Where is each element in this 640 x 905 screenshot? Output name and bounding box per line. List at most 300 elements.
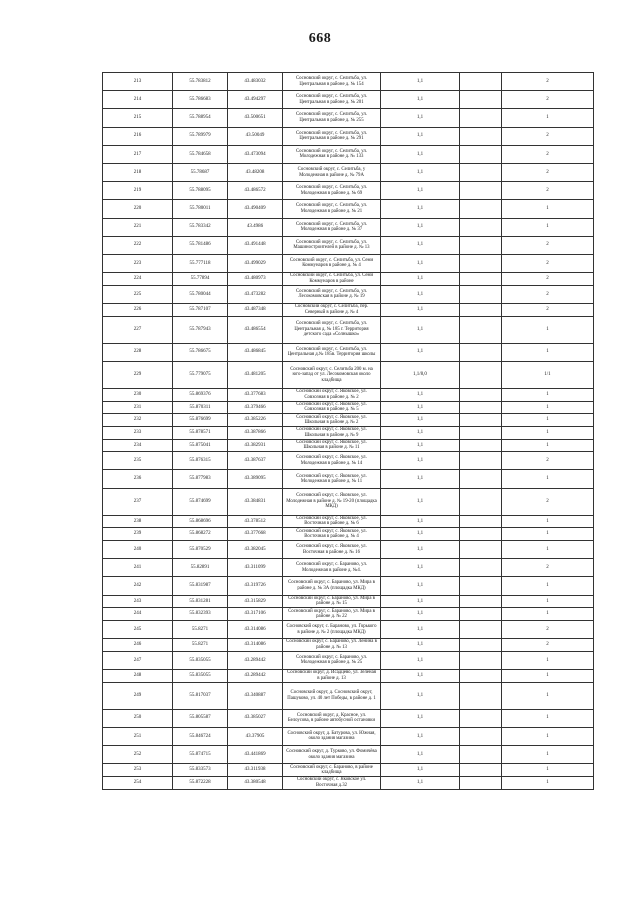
empty-cell	[460, 620, 502, 638]
count-cell: 1	[502, 541, 594, 559]
row-number-cell: 225	[103, 285, 173, 303]
value-cell: 1,1	[381, 651, 460, 669]
row-number-cell: 250	[103, 709, 173, 727]
value-cell: 1,1	[381, 145, 460, 163]
table-row	[103, 109, 594, 127]
count-cell: 1	[502, 388, 594, 401]
count-cell: 2	[502, 559, 594, 577]
empty-cell	[460, 200, 502, 218]
count-cell: 1	[502, 709, 594, 727]
value-cell: 1,1	[381, 515, 460, 528]
table-row	[103, 620, 594, 638]
latitude-cell: 55.876699	[173, 414, 228, 427]
latitude-cell: 55.8271	[173, 639, 228, 652]
address-cell: Сосновский округ, с. Селитьба, ул. Семи Коммунаров в районе	[283, 273, 381, 286]
value-cell: 1,1	[381, 163, 460, 181]
latitude-cell: 55.868272	[173, 528, 228, 541]
address-cell: Сосновский округ, с. Яковское, ул. Молодежная в районе д. № 11	[283, 470, 381, 488]
latitude-cell: 55.817037	[173, 682, 228, 709]
row-number-cell: 253	[103, 764, 173, 777]
row-number-cell: 242	[103, 577, 173, 595]
latitude-cell: 55.835055	[173, 670, 228, 683]
longitude-cell: 43.480973	[228, 273, 283, 286]
count-cell: 2	[502, 182, 594, 200]
latitude-cell: 55.788095	[173, 182, 228, 200]
latitude-cell: 55.874699	[173, 488, 228, 515]
longitude-cell: 43.499029	[228, 254, 283, 272]
count-cell: 1	[502, 401, 594, 414]
longitude-cell: 43.389095	[228, 470, 283, 488]
longitude-cell: 43.377668	[228, 528, 283, 541]
count-cell: 1	[502, 515, 594, 528]
latitude-cell: 55.783342	[173, 218, 228, 236]
latitude-cell: 55.789979	[173, 127, 228, 145]
table-row	[103, 316, 594, 343]
value-cell: 1,1	[381, 620, 460, 638]
address-cell: Сосновский округ, с. Яковское, ул. Школьная в районе д. № 9	[283, 426, 381, 439]
latitude-cell: 55.877983	[173, 470, 228, 488]
row-number-cell: 221	[103, 218, 173, 236]
longitude-cell: 43.387866	[228, 426, 283, 439]
address-cell: Сосновский округ, с. Селитьба, ул. Молодежная в районе д. № 21	[283, 200, 381, 218]
empty-cell	[460, 401, 502, 414]
value-cell: 1,1	[381, 776, 460, 789]
address-cell: Сосновский округ, с. Селитьба, ул. Молодежная в районе д. № 37	[283, 218, 381, 236]
count-cell: 2	[502, 285, 594, 303]
value-cell: 1,1	[381, 236, 460, 254]
empty-cell	[460, 515, 502, 528]
longitude-cell: 43.379466	[228, 401, 283, 414]
value-cell: 1,1	[381, 452, 460, 470]
table-row	[103, 414, 594, 427]
value-cell: 1,1	[381, 273, 460, 286]
value-cell: 1,1	[381, 682, 460, 709]
row-number-cell: 223	[103, 254, 173, 272]
value-cell: 1,1	[381, 73, 460, 91]
table-row	[103, 515, 594, 528]
table-row	[103, 776, 594, 789]
longitude-cell: 43.483032	[228, 73, 283, 91]
row-number-cell: 220	[103, 200, 173, 218]
latitude-cell: 55.777118	[173, 254, 228, 272]
address-cell: Сосновский округ, д. Батурова, ул. Южная, около здания магазина	[283, 727, 381, 745]
table-row	[103, 426, 594, 439]
latitude-cell: 55.780011	[173, 200, 228, 218]
count-cell: 1	[502, 343, 594, 361]
count-cell: 2	[502, 163, 594, 181]
empty-cell	[460, 426, 502, 439]
address-cell: Сосновский округ, с. Яковское, ул. Восточная в районе д. № 4	[283, 528, 381, 541]
address-cell: Сосновский округ, с. Селитьба, пер. Северный в районе д. № 4	[283, 303, 381, 316]
value-cell: 1,1	[381, 109, 460, 127]
count-cell: 2	[502, 273, 594, 286]
address-cell: Сосновский округ, с. Бараново, ул. Молодежная в районе д. №4.	[283, 559, 381, 577]
count-cell: 1/1	[502, 361, 594, 388]
address-cell: Сосновский округ, с. Селитьба, ул. Машиностроителей в районе д. № 13	[283, 236, 381, 254]
page-number: 668	[308, 31, 332, 46]
table-row	[103, 388, 594, 401]
table-row	[103, 452, 594, 470]
count-cell: 1	[502, 439, 594, 452]
longitude-cell: 43.382045	[228, 541, 283, 559]
latitude-cell: 55.870529	[173, 541, 228, 559]
address-cell: Сосновский округ, с. Бараново, ул. Мира в районе д. № 3А (площадка МКД)	[283, 577, 381, 595]
longitude-cell: 43.387637	[228, 452, 283, 470]
address-cell: Сосновский округ, с. Яковское, ул. Молодежная в районе д. № 19-20 (площадка МКД)	[283, 488, 381, 515]
count-cell: 1	[502, 316, 594, 343]
row-number-cell: 214	[103, 91, 173, 109]
value-cell: 1,1	[381, 316, 460, 343]
value-cell: 1,1	[381, 764, 460, 777]
table-row	[103, 200, 594, 218]
row-number-cell: 254	[103, 776, 173, 789]
address-cell: Сосновский округ, с. Бараново, ул. Ленина в районе д. № 13	[283, 639, 381, 652]
longitude-cell: 43.48208	[228, 163, 283, 181]
table-row	[103, 361, 594, 388]
row-number-cell: 246	[103, 639, 173, 652]
latitude-cell: 55.869376	[173, 388, 228, 401]
address-cell: Сосновский округ, д. Красное, ул. Белоусова, в районе автобусной остановки	[283, 709, 381, 727]
value-cell: 1,1	[381, 285, 460, 303]
value-cell: 1,1	[381, 541, 460, 559]
address-cell: Сосновский округ, с. Селитьба, у Молодежная в районе д. № 79А	[283, 163, 381, 181]
row-number-cell: 227	[103, 316, 173, 343]
latitude-cell: 55.781486	[173, 236, 228, 254]
address-cell: Сосновский округ, с. Селитьба, ул. Центральная д. № 185 г. Территория детского сада «Солнышко»	[283, 316, 381, 343]
latitude-cell: 55.878571	[173, 426, 228, 439]
latitude-cell: 55.784658	[173, 145, 228, 163]
latitude-cell: 55.832393	[173, 608, 228, 621]
table-row	[103, 764, 594, 777]
empty-cell	[460, 343, 502, 361]
address-cell: Сосновский округ, с. Селитьба 200 м. на юго-запад от ул. Лесокомовская около кладбища	[283, 361, 381, 388]
row-number-cell: 218	[103, 163, 173, 181]
address-cell: Сосновский округ, с. Бараново, в районе кладбища	[283, 764, 381, 777]
empty-cell	[460, 764, 502, 777]
empty-cell	[460, 651, 502, 669]
latitude-cell: 55.846724	[173, 727, 228, 745]
latitude-cell: 55.831281	[173, 595, 228, 608]
row-number-cell: 251	[103, 727, 173, 745]
empty-cell	[460, 727, 502, 745]
count-cell: 1	[502, 109, 594, 127]
row-number-cell: 226	[103, 303, 173, 316]
empty-cell	[460, 452, 502, 470]
longitude-cell: 43.490409	[228, 200, 283, 218]
latitude-cell: 55.872228	[173, 776, 228, 789]
empty-cell	[460, 682, 502, 709]
table-row	[103, 559, 594, 577]
count-cell: 1	[502, 746, 594, 764]
value-cell: 1,1	[381, 388, 460, 401]
row-number-cell: 229	[103, 361, 173, 388]
value-cell: 1,1	[381, 401, 460, 414]
table-row	[103, 709, 594, 727]
row-number-cell: 232	[103, 414, 173, 427]
address-cell: Сосновский округ, с. Селитьба, ул. Центральная в районе д. № 291	[283, 127, 381, 145]
latitude-cell: 55.78687	[173, 163, 228, 181]
table-row	[103, 746, 594, 764]
latitude-cell: 55.786683	[173, 91, 228, 109]
row-number-cell: 234	[103, 439, 173, 452]
latitude-cell: 55.786675	[173, 343, 228, 361]
row-number-cell: 237	[103, 488, 173, 515]
longitude-cell: 43.385226	[228, 414, 283, 427]
value-cell: 1,1	[381, 414, 460, 427]
address-cell: Сосновский округ, с. Яковское, ул. Совхозная в районе д. № 2	[283, 388, 381, 401]
address-cell: Сосновский округ, с. Бараново, ул. Мира в районе д. № 15	[283, 595, 381, 608]
count-cell: 1	[502, 670, 594, 683]
value-cell: 1,1	[381, 200, 460, 218]
table-row	[103, 670, 594, 683]
address-cell: Сосновский округ, с. Бараново, ул. Горького в районе д. № 2 (площадка МКД)	[283, 620, 381, 638]
empty-cell	[460, 639, 502, 652]
value-cell: 1,1	[381, 639, 460, 652]
empty-cell	[460, 218, 502, 236]
address-cell: Сосновский округ, с. Селитьба, ул. Центральная д.№ 185в. Территория школы	[283, 343, 381, 361]
empty-cell	[460, 163, 502, 181]
longitude-cell: 43.314086	[228, 639, 283, 652]
count-cell: 1	[502, 776, 594, 789]
count-cell: 2	[502, 127, 594, 145]
value-cell: 1,1	[381, 709, 460, 727]
table-row	[103, 577, 594, 595]
table-row	[103, 401, 594, 414]
value-cell: 1,1	[381, 608, 460, 621]
address-cell: Сосновский округ, с. Яковское ул. Восточная д.32	[283, 776, 381, 789]
latitude-cell: 55.876315	[173, 452, 228, 470]
registry-table-body	[103, 73, 594, 790]
value-cell: 1,1	[381, 127, 460, 145]
count-cell: 1	[502, 470, 594, 488]
address-cell: Сосновский округ, с. Яковское, ул. Школьная в районе д. № 11	[283, 439, 381, 452]
longitude-cell: 43.311938	[228, 764, 283, 777]
longitude-cell: 43.487348	[228, 303, 283, 316]
longitude-cell: 43.473282	[228, 285, 283, 303]
value-cell: 1,1	[381, 439, 460, 452]
empty-cell	[460, 470, 502, 488]
empty-cell	[460, 608, 502, 621]
count-cell: 2	[502, 452, 594, 470]
empty-cell	[460, 316, 502, 343]
count-cell: 1	[502, 218, 594, 236]
count-cell: 2	[502, 91, 594, 109]
latitude-cell: 55.868696	[173, 515, 228, 528]
row-number-cell: 248	[103, 670, 173, 683]
table-row	[103, 91, 594, 109]
value-cell: 1,1	[381, 559, 460, 577]
address-cell: Сосновский округ, д. Исадцево, ул. Зеленая в районе д. 13	[283, 670, 381, 683]
table-row	[103, 163, 594, 181]
row-number-cell: 215	[103, 109, 173, 127]
latitude-cell: 55.805587	[173, 709, 228, 727]
address-cell: Сосновский округ, с. Яковское, ул. Совхозная в районе д. № 5	[283, 401, 381, 414]
empty-cell	[460, 254, 502, 272]
latitude-cell: 55.787943	[173, 316, 228, 343]
table-row	[103, 273, 594, 286]
empty-cell	[460, 577, 502, 595]
value-cell: 1,1	[381, 343, 460, 361]
value-cell: 1,1	[381, 182, 460, 200]
value-cell: 1,1	[381, 595, 460, 608]
longitude-cell: 43.441869	[228, 746, 283, 764]
longitude-cell: 43.317106	[228, 608, 283, 621]
longitude-cell: 43.491448	[228, 236, 283, 254]
longitude-cell: 43.377683	[228, 388, 283, 401]
row-number-cell: 241	[103, 559, 173, 577]
count-cell: 2	[502, 236, 594, 254]
row-number-cell: 236	[103, 470, 173, 488]
row-number-cell: 231	[103, 401, 173, 414]
empty-cell	[460, 388, 502, 401]
count-cell: 1	[502, 727, 594, 745]
longitude-cell: 43.481205	[228, 361, 283, 388]
registry-table	[102, 72, 594, 790]
count-cell: 1	[502, 200, 594, 218]
empty-cell	[460, 127, 502, 145]
count-cell: 2	[502, 254, 594, 272]
empty-cell	[460, 91, 502, 109]
value-cell: 1,1	[381, 488, 460, 515]
count-cell: 1	[502, 764, 594, 777]
empty-cell	[460, 73, 502, 91]
empty-cell	[460, 109, 502, 127]
count-cell: 2	[502, 73, 594, 91]
address-cell: Сосновский округ, с. Яковское, ул. Школьная в районе д. № 2	[283, 414, 381, 427]
empty-cell	[460, 559, 502, 577]
empty-cell	[460, 361, 502, 388]
longitude-cell: 43.473094	[228, 145, 283, 163]
table-row	[103, 127, 594, 145]
count-cell: 2	[502, 620, 594, 638]
empty-cell	[460, 414, 502, 427]
longitude-cell: 43.385027	[228, 709, 283, 727]
count-cell: 1	[502, 608, 594, 621]
value-cell: 1,1	[381, 218, 460, 236]
longitude-cell: 43.319726	[228, 577, 283, 595]
empty-cell	[460, 236, 502, 254]
address-cell: Сосновский округ, с. Яковское, ул. Восточная в районе д. № 16	[283, 541, 381, 559]
count-cell: 1	[502, 577, 594, 595]
count-cell: 2	[502, 488, 594, 515]
count-cell: 1	[502, 651, 594, 669]
value-cell: 1,1	[381, 470, 460, 488]
table-row	[103, 595, 594, 608]
row-number-cell: 228	[103, 343, 173, 361]
empty-cell	[460, 488, 502, 515]
address-cell: Сосновский округ, с. Селитьба, ул. Лесокомовская в районе д. № 19	[283, 285, 381, 303]
row-number-cell: 219	[103, 182, 173, 200]
table-row	[103, 528, 594, 541]
row-number-cell: 216	[103, 127, 173, 145]
value-cell: 1,1	[381, 727, 460, 745]
table-row	[103, 639, 594, 652]
value-cell: 1,1	[381, 254, 460, 272]
empty-cell	[460, 709, 502, 727]
row-number-cell: 247	[103, 651, 173, 669]
count-cell: 1	[502, 682, 594, 709]
longitude-cell: 43.382931	[228, 439, 283, 452]
empty-cell	[460, 273, 502, 286]
longitude-cell: 43.486845	[228, 343, 283, 361]
value-cell: 1,1	[381, 91, 460, 109]
row-number-cell: 245	[103, 620, 173, 638]
latitude-cell: 55.787107	[173, 303, 228, 316]
row-number-cell: 249	[103, 682, 173, 709]
table-row	[103, 488, 594, 515]
longitude-cell: 43.37905	[228, 727, 283, 745]
table-row	[103, 285, 594, 303]
latitude-cell: 55.783812	[173, 73, 228, 91]
latitude-cell: 55.82891	[173, 559, 228, 577]
longitude-cell: 43.500651	[228, 109, 283, 127]
table-row	[103, 145, 594, 163]
row-number-cell: 230	[103, 388, 173, 401]
empty-cell	[460, 670, 502, 683]
count-cell: 1	[502, 595, 594, 608]
address-cell: Сосновский округ, с. Селитьба, ул. Молодежная в районе д. № 133	[283, 145, 381, 163]
empty-cell	[460, 439, 502, 452]
count-cell: 2	[502, 303, 594, 316]
table-row	[103, 73, 594, 91]
count-cell: 1	[502, 426, 594, 439]
row-number-cell: 240	[103, 541, 173, 559]
latitude-cell: 55.77894	[173, 273, 228, 286]
empty-cell	[460, 528, 502, 541]
address-cell: Сосновский округ, с. Селитьба, ул. Центральная в районе д. № 255	[283, 109, 381, 127]
longitude-cell: 43.50049	[228, 127, 283, 145]
row-number-cell: 222	[103, 236, 173, 254]
value-cell: 1,1	[381, 426, 460, 439]
address-cell: Сосновский округ, с. Селитьба, ул. Центральная в районе д. № 201	[283, 91, 381, 109]
longitude-cell: 43.289442	[228, 651, 283, 669]
latitude-cell: 55.875041	[173, 439, 228, 452]
longitude-cell: 43.340887	[228, 682, 283, 709]
empty-cell	[460, 776, 502, 789]
longitude-cell: 43.378512	[228, 515, 283, 528]
longitude-cell: 43.486572	[228, 182, 283, 200]
latitude-cell: 55.835055	[173, 651, 228, 669]
value-cell: 1,1	[381, 670, 460, 683]
count-cell: 1	[502, 528, 594, 541]
table-row	[103, 236, 594, 254]
value-cell: 1,1	[381, 746, 460, 764]
table-row	[103, 343, 594, 361]
table-row	[103, 254, 594, 272]
count-cell: 1	[502, 414, 594, 427]
address-cell: Сосновский округ, с. Яковское, ул. Молодежная в районе д. № 14	[283, 452, 381, 470]
latitude-cell: 55.831987	[173, 577, 228, 595]
row-number-cell: 213	[103, 73, 173, 91]
table-row	[103, 470, 594, 488]
value-cell: 1,1/8,0	[381, 361, 460, 388]
address-cell: Сосновский округ, с. Яковское, ул. Восточная в районе д. № 6	[283, 515, 381, 528]
address-cell: Сосновский округ, с. Бараново, ул. Молодежная в районе д. № 25	[283, 651, 381, 669]
longitude-cell: 43.314086	[228, 620, 283, 638]
empty-cell	[460, 746, 502, 764]
table-row	[103, 541, 594, 559]
address-cell: Сосновский округ, с. Селитьба, ул. Молодежная в районе д. № 69	[283, 182, 381, 200]
table-row	[103, 182, 594, 200]
address-cell: Сосновский округ, с. Селитьба, ул. Семи Коммунаров в районе д. № 4	[283, 254, 381, 272]
latitude-cell: 55.833573	[173, 764, 228, 777]
latitude-cell: 55.779075	[173, 361, 228, 388]
table-row	[103, 727, 594, 745]
longitude-cell: 43.315829	[228, 595, 283, 608]
address-cell: Сосновский округ, с. Селитьба, ул. Центральная в районе д. № 154	[283, 73, 381, 91]
longitude-cell: 43.4986	[228, 218, 283, 236]
row-number-cell: 243	[103, 595, 173, 608]
